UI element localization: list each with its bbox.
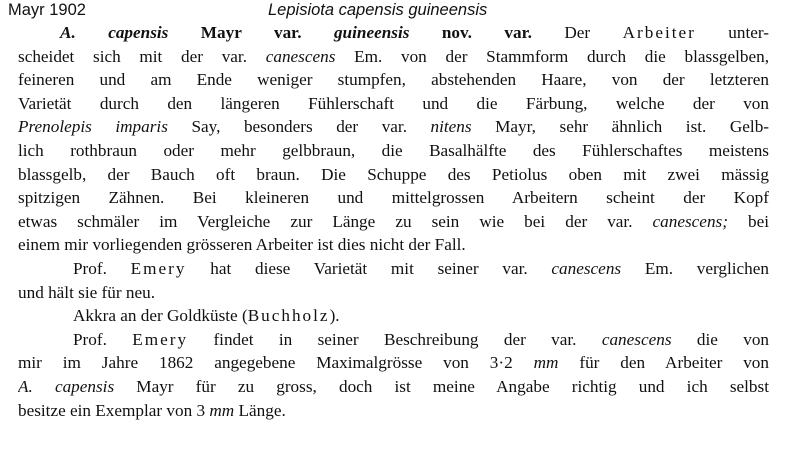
text-run: Mayr für zu gross, doch ist meine Angabe richtig und ich selbst [114,376,769,396]
text-run: Em. verglichen [621,258,769,278]
text-run: und hält sie für neu. [18,282,155,302]
text-run: spitzigen Zähnen. Bei kleineren und mittelgrossen Arbeitern scheint der Kopf [18,188,769,208]
document-text [18,21,769,422]
text-line-4 [18,92,769,116]
text-line-7 [18,163,769,187]
text-line-16 [18,375,769,399]
text-run: Say, besonders der var. [167,117,431,137]
text-run: guineensis [333,23,410,42]
author-year-label: Mayr 1902 [8,1,86,19]
text-line-2 [18,45,769,69]
text-run: A. capensis [60,23,169,42]
text-run: bei [727,211,769,231]
text-run: Arbeiter [622,23,696,42]
text-run: die von [671,329,769,349]
text-run: einem mir vorliegenden grösseren Arbeiter ist dies nicht der Fall. [18,235,466,255]
text-line-8 [18,186,769,210]
text-run: nov. var. [409,23,532,42]
text-run: Prof. [73,329,133,349]
text-run: lich rothbraun oder mehr gelbbraun, die Basalhälfte des Fühlerschaftes meistens [18,140,769,160]
text-run: scheidet sich mit der var. [18,46,266,66]
text-run: Akkra an der Goldküste ( [73,306,248,326]
text-run: ). [329,306,340,326]
text-line-6 [18,139,769,163]
text-run: hat diese Varietät mit seiner var. [186,258,552,278]
text-line-9 [18,210,769,234]
text-run: Mayr, sehr ähnlich ist. Gelb- [471,117,769,137]
text-run: Emery [130,258,187,278]
text-line-14 [18,328,769,352]
text-run: unter- [695,23,769,42]
text-run: feineren und am Ende weniger stumpfen, abstehenden Haare, von der letzteren [18,70,769,90]
text-run: mm [209,400,235,420]
text-run: canescens [265,46,336,66]
text-run: Der [531,23,623,42]
text-line-12 [18,281,769,305]
text-run: nitens [430,117,472,137]
text-line-10 [18,233,769,257]
text-run: Em. von der Stammform durch die blassgelben, [335,46,769,66]
text-line-15 [18,351,769,375]
text-line-5 [18,115,769,139]
text-run: Mayr var. [168,23,334,42]
text-run: canescens; [652,211,728,231]
text-run: besitze ein Exemplar von 3 [18,400,210,420]
text-line-1 [18,21,769,45]
text-run: findet in seiner Beschreibung der var. [188,329,602,349]
text-run: Prof. [73,258,131,278]
text-line-11 [18,257,769,281]
text-run: etwas schmäler im Vergleiche zur Länge zu sein wie bei der var. [18,211,653,231]
text-line-17 [18,399,769,423]
text-run: mir im Jahre 1862 angegebene Maximalgrösse von 3·2 [18,353,534,373]
text-run: Buchholz [247,306,330,326]
text-run: canescens [551,258,622,278]
text-line-13 [18,304,769,328]
taxon-title: Lepisiota capensis guineensis [268,1,488,19]
text-run: Prenolepis imparis [18,117,168,137]
text-run: canescens [601,329,672,349]
text-run: blassgelb, der Bauch oft braun. Die Schuppe des Petiolus oben mit zwei mässig [18,164,769,184]
text-run: mm [533,353,559,373]
text-run: Varietät durch den längeren Fühlerschaft und die Färbung, welche der von [18,93,769,113]
text-run: Emery [132,329,189,349]
text-run: A. capensis [18,376,115,396]
text-line-3 [18,68,769,92]
text-run: Länge. [234,400,286,420]
text-run: für den Arbeiter von [558,353,769,373]
